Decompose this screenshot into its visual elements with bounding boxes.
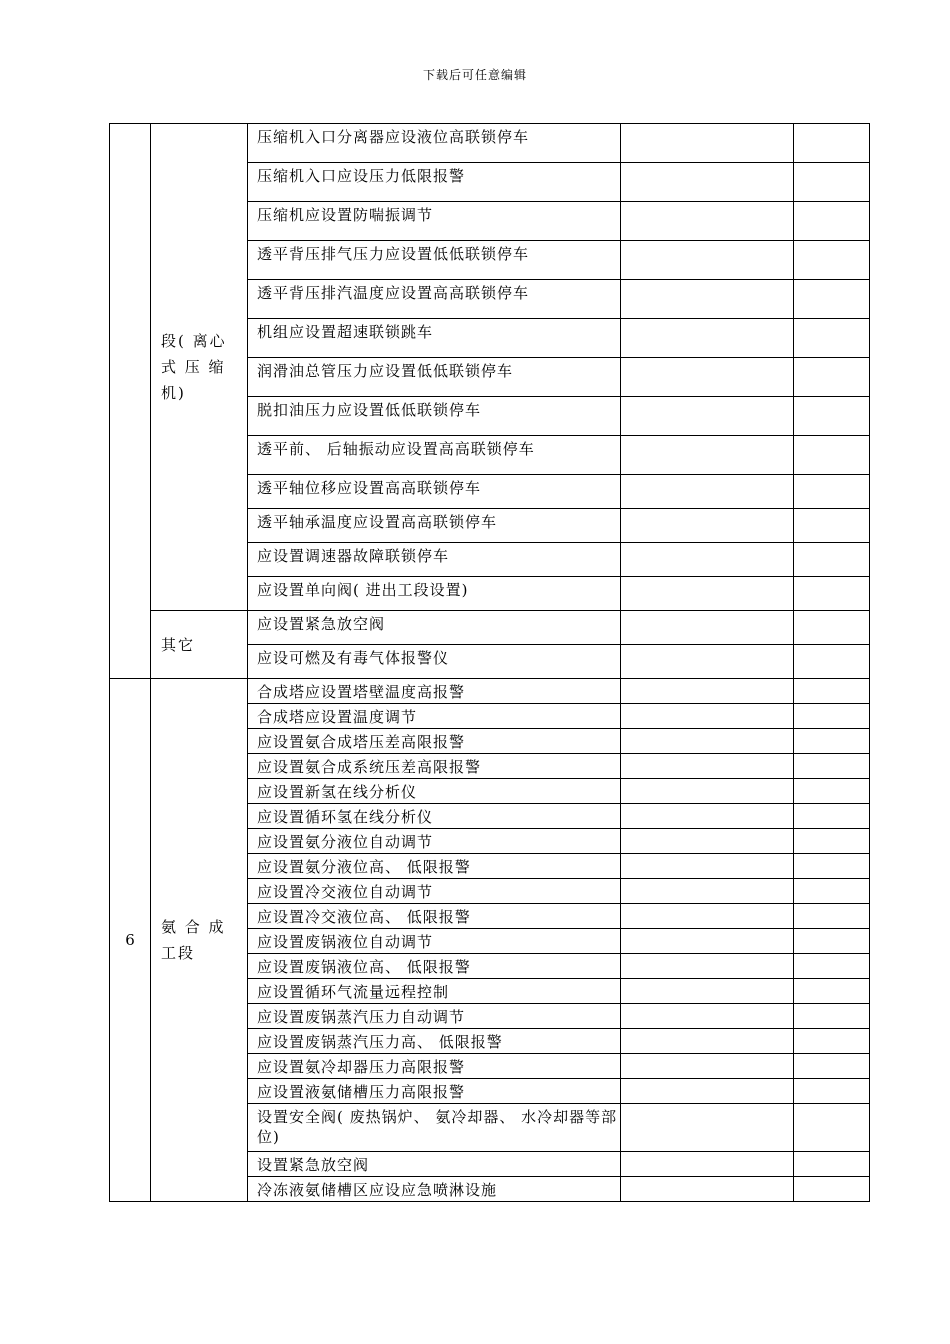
remark-cell — [794, 1029, 870, 1054]
remark-cell — [794, 829, 870, 854]
remark-cell — [794, 804, 870, 829]
remark-cell — [794, 577, 870, 611]
remark-cell — [794, 543, 870, 577]
result-cell — [621, 979, 794, 1004]
remark-cell — [794, 679, 870, 704]
remark-cell — [794, 1104, 870, 1152]
result-cell — [621, 124, 794, 163]
item-cell: 压缩机应设置防喘振调节 — [248, 202, 621, 241]
result-cell — [621, 202, 794, 241]
remark-cell — [794, 611, 870, 645]
item-cell: 应设置紧急放空阀 — [248, 611, 621, 645]
item-cell: 应设置氨合成系统压差高限报警 — [248, 754, 621, 779]
result-cell — [621, 645, 794, 679]
remark-cell — [794, 879, 870, 904]
result-cell — [621, 704, 794, 729]
result-cell — [621, 679, 794, 704]
result-cell — [621, 436, 794, 475]
item-cell: 应设置废锅蒸汽压力高、 低限报警 — [248, 1029, 621, 1054]
remark-cell — [794, 436, 870, 475]
remark-cell — [794, 704, 870, 729]
item-cell: 机组应设置超速联锁跳车 — [248, 319, 621, 358]
item-cell: 压缩机入口应设压力低限报警 — [248, 163, 621, 202]
remark-cell — [794, 124, 870, 163]
item-cell: 应设置循环气流量远程控制 — [248, 979, 621, 1004]
item-cell: 透平背压排汽温度应设置高高联锁停车 — [248, 280, 621, 319]
result-cell — [621, 904, 794, 929]
result-cell — [621, 879, 794, 904]
remark-cell — [794, 729, 870, 754]
remark-cell — [794, 779, 870, 804]
result-cell — [621, 1079, 794, 1104]
result-cell — [621, 611, 794, 645]
item-cell: 合成塔应设置塔壁温度高报警 — [248, 679, 621, 704]
result-cell — [621, 319, 794, 358]
item-cell: 应设置调速器故障联锁停车 — [248, 543, 621, 577]
remark-cell — [794, 397, 870, 436]
remark-cell — [794, 754, 870, 779]
remark-cell — [794, 280, 870, 319]
remark-cell — [794, 319, 870, 358]
remark-cell — [794, 1004, 870, 1029]
result-cell — [621, 358, 794, 397]
item-cell: 应设可燃及有毒气体报警仪 — [248, 645, 621, 679]
checklist-table — [109, 123, 870, 1202]
item-cell: 合成塔应设置温度调节 — [248, 704, 621, 729]
result-cell — [621, 829, 794, 854]
result-cell — [621, 954, 794, 979]
result-cell — [621, 163, 794, 202]
result-cell — [621, 509, 794, 543]
remark-cell — [794, 1054, 870, 1079]
remark-cell — [794, 929, 870, 954]
item-cell: 应设置废锅液位高、 低限报警 — [248, 954, 621, 979]
result-cell — [621, 280, 794, 319]
result-cell — [621, 1029, 794, 1054]
item-cell: 应设置冷交液位高、 低限报警 — [248, 904, 621, 929]
item-cell: 冷冻液氨储槽区应设应急喷淋设施 — [248, 1177, 621, 1202]
result-cell — [621, 1054, 794, 1079]
item-cell: 应设置氨分液位自动调节 — [248, 829, 621, 854]
result-cell — [621, 1004, 794, 1029]
table-row — [110, 679, 870, 704]
section-label-compressor: 段( 离心式 压 缩机) — [151, 124, 248, 611]
item-cell: 应设置循环氢在线分析仪 — [248, 804, 621, 829]
result-cell — [621, 854, 794, 879]
item-cell: 设置安全阀( 废热锅炉、 氨冷却器、 水冷却器等部位) — [248, 1104, 621, 1152]
item-cell: 应设置液氨储槽压力高限报警 — [248, 1079, 621, 1104]
result-cell — [621, 577, 794, 611]
remark-cell — [794, 1177, 870, 1202]
result-cell — [621, 543, 794, 577]
result-cell — [621, 397, 794, 436]
item-cell: 透平轴位移应设置高高联锁停车 — [248, 475, 621, 509]
item-cell: 透平背压排气压力应设置低低联锁停车 — [248, 241, 621, 280]
result-cell — [621, 241, 794, 280]
remark-cell — [794, 1079, 870, 1104]
result-cell — [621, 779, 794, 804]
page-header: 下载后可任意编辑 — [422, 68, 527, 82]
section-label-other: 其它 — [151, 611, 248, 679]
item-cell: 压缩机入口分离器应设液位高联锁停车 — [248, 124, 621, 163]
item-cell: 透平前、 后轴振动应设置高高联锁停车 — [248, 436, 621, 475]
remark-cell — [794, 904, 870, 929]
remark-cell — [794, 475, 870, 509]
result-cell — [621, 729, 794, 754]
remark-cell — [794, 645, 870, 679]
item-cell: 应设置氨合成塔压差高限报警 — [248, 729, 621, 754]
table-row — [110, 124, 870, 163]
item-cell: 应设置新氢在线分析仪 — [248, 779, 621, 804]
remark-cell — [794, 509, 870, 543]
item-cell: 应设置废锅蒸汽压力自动调节 — [248, 1004, 621, 1029]
item-cell: 应设置单向阀( 进出工段设置) — [248, 577, 621, 611]
result-cell — [621, 1177, 794, 1202]
result-cell — [621, 754, 794, 779]
result-cell — [621, 804, 794, 829]
result-cell — [621, 475, 794, 509]
result-cell — [621, 1104, 794, 1152]
item-cell: 脱扣油压力应设置低低联锁停车 — [248, 397, 621, 436]
item-cell: 润滑油总管压力应设置低低联锁停车 — [248, 358, 621, 397]
remark-cell — [794, 358, 870, 397]
table-row — [110, 611, 870, 645]
remark-cell — [794, 163, 870, 202]
remark-cell — [794, 241, 870, 280]
item-cell: 设置紧急放空阀 — [248, 1152, 621, 1177]
remark-cell — [794, 1152, 870, 1177]
remark-cell — [794, 854, 870, 879]
result-cell — [621, 929, 794, 954]
result-cell — [621, 1152, 794, 1177]
section-label-ammonia: 氨 合 成 工段 — [151, 679, 248, 1202]
number-cell — [110, 124, 151, 679]
remark-cell — [794, 979, 870, 1004]
remark-cell — [794, 202, 870, 241]
section-number: 6 — [110, 679, 151, 1202]
item-cell: 应设置废锅液位自动调节 — [248, 929, 621, 954]
item-cell: 应设置冷交液位自动调节 — [248, 879, 621, 904]
item-cell: 应设置氨冷却器压力高限报警 — [248, 1054, 621, 1079]
item-cell: 应设置氨分液位高、 低限报警 — [248, 854, 621, 879]
item-cell: 透平轴承温度应设置高高联锁停车 — [248, 509, 621, 543]
remark-cell — [794, 954, 870, 979]
